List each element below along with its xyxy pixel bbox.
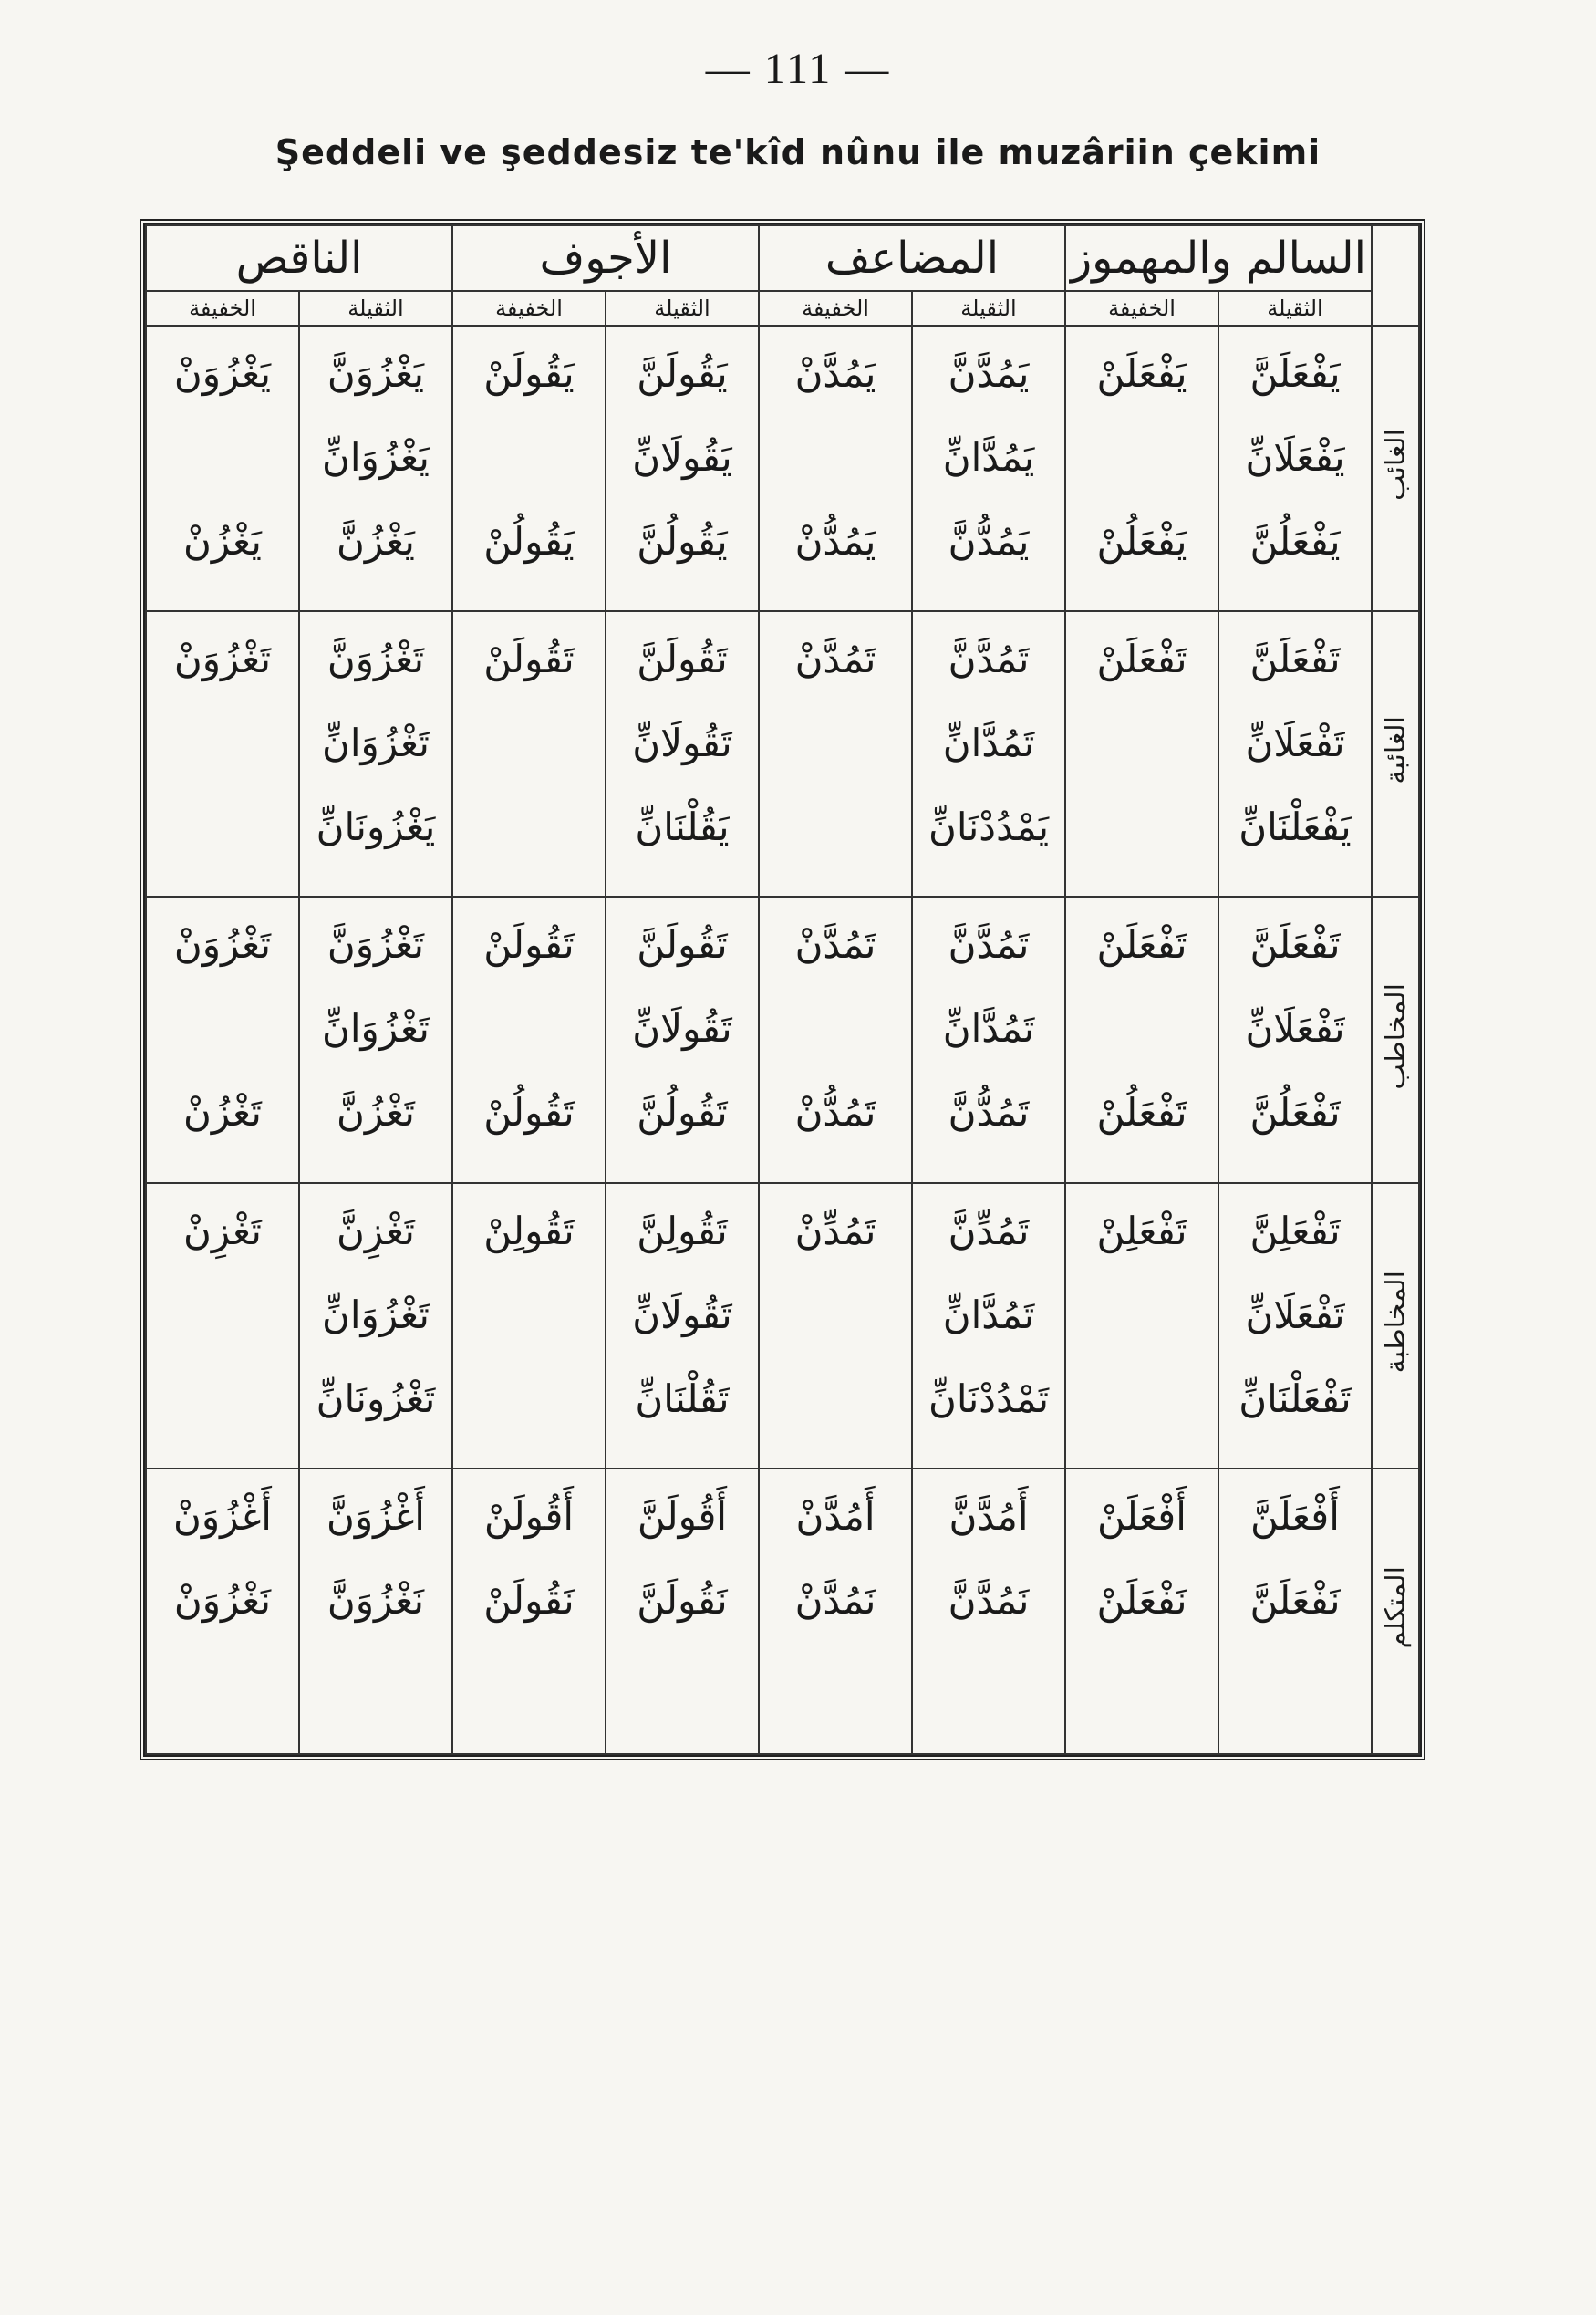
verb-form xyxy=(453,785,605,869)
table-cell xyxy=(146,897,299,1182)
verb-form xyxy=(1066,1643,1218,1727)
table-cell xyxy=(759,1183,912,1469)
verb-form: يَغْزُوَانِّ xyxy=(322,435,430,480)
table-row xyxy=(146,611,1419,897)
verb-form: تَمُدِّنَّ xyxy=(948,1208,1030,1253)
table-cell xyxy=(1218,326,1372,611)
verb-form: تَقُولُنْ xyxy=(483,1090,575,1136)
verb-form xyxy=(1066,701,1218,785)
verb-form xyxy=(1066,416,1218,500)
verb-form: تَمُدَّنْ xyxy=(794,637,876,682)
table-cell xyxy=(1065,897,1218,1182)
verb-form xyxy=(760,1357,911,1441)
verb-form: تَمُدَّنْ xyxy=(794,922,876,968)
verb-form: نَفْعَلَنَّ xyxy=(1249,1577,1341,1623)
row-label xyxy=(1372,611,1419,897)
verb-form: تَقُولِنْ xyxy=(483,1208,575,1253)
verb-form: تَقُلْنَانِّ xyxy=(635,1376,730,1421)
table-cell xyxy=(1065,1469,1218,1754)
verb-form: أَغْزُوَنْ xyxy=(173,1493,272,1539)
sub-header-heavy: الثقيلة xyxy=(1218,291,1372,326)
verb-form: أَفْعَلَنْ xyxy=(1097,1493,1187,1539)
verb-form: تَمْدُدْنَانِّ xyxy=(928,1376,1050,1421)
sub-header-light: الخفيفة xyxy=(452,291,606,326)
verb-form: يَفْعَلَانِّ xyxy=(1245,435,1345,480)
verb-form: تَقُولَنْ xyxy=(483,922,575,968)
verb-form: يَمْدُدْنَانِّ xyxy=(928,805,1050,850)
verb-form: تَفْعَلِنْ xyxy=(1096,1208,1187,1253)
row-label-text: المخاطبة xyxy=(1379,1270,1412,1374)
verb-form: تَقُولِنَّ xyxy=(637,1208,728,1253)
group-header: الناقص xyxy=(146,225,452,291)
verb-form: تَمُدَّنَّ xyxy=(948,637,1030,682)
table-cell xyxy=(146,1183,299,1469)
verb-form: يَغْزُوَنَّ xyxy=(326,351,425,396)
verb-form: تَفْعَلَنَّ xyxy=(1249,637,1341,682)
conjugation-table xyxy=(145,224,1420,1755)
sub-header-light: الخفيفة xyxy=(759,291,912,326)
row-label xyxy=(1372,1469,1419,1754)
table-cell xyxy=(299,1183,452,1469)
verb-form: تَفْعَلُنْ xyxy=(1096,1090,1187,1136)
verb-form: أَمُدَّنْ xyxy=(795,1493,876,1539)
verb-form: تَمُدُّنَّ xyxy=(948,1090,1030,1136)
group-header: المضاعف xyxy=(759,225,1065,291)
sub-header-row xyxy=(146,291,1419,326)
verb-form: تَغْزُوَانِّ xyxy=(322,1292,430,1337)
table-cell xyxy=(1218,1469,1372,1754)
verb-form: تَقُولَنَّ xyxy=(637,637,728,682)
table-cell xyxy=(299,326,452,611)
table-cell xyxy=(146,1469,299,1754)
verb-form: تَفْعَلَنْ xyxy=(1096,922,1187,968)
verb-form: يَمُدَّنْ xyxy=(794,351,876,396)
conjugation-table-frame xyxy=(140,219,1425,1760)
verb-form: تَفْعَلِنَّ xyxy=(1249,1208,1341,1253)
verb-form xyxy=(1066,785,1218,869)
page-title: Şeddeli ve şeddesiz te'kîd nûnu ile muzâriin çekimi xyxy=(275,132,1321,172)
row-label-text: الغائبة xyxy=(1379,716,1412,785)
verb-form: تَقُولَانِّ xyxy=(632,721,732,766)
verb-form: يَقُولَانِّ xyxy=(632,435,732,480)
verb-form: تَغْزُونَانِّ xyxy=(316,1376,436,1421)
table-cell xyxy=(759,1469,912,1754)
verb-form xyxy=(300,1643,451,1727)
verb-form: تَفْعَلَانِّ xyxy=(1245,1006,1345,1052)
sub-header-light: الخفيفة xyxy=(1065,291,1218,326)
table-cell xyxy=(1065,611,1218,897)
verb-form: نَقُولَنَّ xyxy=(637,1577,728,1623)
table-cell xyxy=(452,897,606,1182)
verb-form xyxy=(453,701,605,785)
verb-form: يَغْزُوَنْ xyxy=(173,351,272,396)
verb-form: تَقُولَانِّ xyxy=(632,1006,732,1052)
verb-form: تَغْزُنَّ xyxy=(337,1090,415,1136)
verb-form: يَمُدُّنَّ xyxy=(948,519,1030,564)
verb-form: تَغْزُوَنَّ xyxy=(326,922,425,968)
table-cell xyxy=(146,611,299,897)
verb-form: تَفْعَلَانِّ xyxy=(1245,721,1345,766)
row-label xyxy=(1372,326,1419,611)
verb-form xyxy=(606,1643,758,1727)
table-cell xyxy=(606,897,759,1182)
verb-form: تَغْزِنْ xyxy=(183,1208,262,1253)
table-cell xyxy=(606,1183,759,1469)
verb-form: تَفْعَلَنْ xyxy=(1096,637,1187,682)
verb-form: تَفْعَلَانِّ xyxy=(1245,1292,1345,1337)
verb-form xyxy=(1066,1273,1218,1357)
verb-form: تَغْزِنَّ xyxy=(337,1208,415,1253)
verb-form: يَقُولَنْ xyxy=(483,351,575,396)
verb-form: تَغْزُنْ xyxy=(183,1090,262,1136)
verb-form xyxy=(453,1273,605,1357)
sub-header-heavy: الثقيلة xyxy=(912,291,1065,326)
verb-form xyxy=(147,1357,298,1441)
table-cell xyxy=(146,326,299,611)
table-cell xyxy=(1065,1183,1218,1469)
verb-form: تَمُدَّانِّ xyxy=(942,1006,1035,1052)
table-row xyxy=(146,1183,1419,1469)
verb-form: تَمُدَّنَّ xyxy=(948,922,1030,968)
verb-form xyxy=(147,785,298,869)
verb-form: تَمُدُّنْ xyxy=(794,1090,876,1136)
group-header: السالم والمهموز xyxy=(1065,225,1372,291)
verb-form: تَغْزُوَانِّ xyxy=(322,1006,430,1052)
row-label xyxy=(1372,897,1419,1182)
table-cell xyxy=(1065,326,1218,611)
verb-form: تَقُولُنَّ xyxy=(637,1090,728,1136)
verb-form xyxy=(453,987,605,1071)
table-cell xyxy=(452,1183,606,1469)
group-header-row xyxy=(146,225,1419,291)
verb-form: يَقُلْنَانِّ xyxy=(635,805,730,850)
table-cell xyxy=(606,611,759,897)
row-label-text: المتكلم xyxy=(1379,1566,1412,1649)
verb-form: يَغْزُنَّ xyxy=(337,519,415,564)
table-cell xyxy=(299,1469,452,1754)
verb-form: يَفْعَلُنْ xyxy=(1096,519,1187,564)
corner-cell xyxy=(1372,225,1419,326)
verb-form xyxy=(453,416,605,500)
table-cell xyxy=(912,326,1065,611)
table-cell xyxy=(759,326,912,611)
table-row xyxy=(146,1469,1419,1754)
sub-header-light: الخفيفة xyxy=(146,291,299,326)
sub-header-heavy: الثقيلة xyxy=(299,291,452,326)
verb-form: تَمُدَّانِّ xyxy=(942,1292,1035,1337)
verb-form: نَمُدَّنْ xyxy=(794,1577,876,1623)
verb-form: يَقُولُنَّ xyxy=(637,519,728,564)
verb-form xyxy=(1066,987,1218,1071)
table-cell xyxy=(912,611,1065,897)
table-cell xyxy=(452,1469,606,1754)
verb-form: يَفْعَلَنْ xyxy=(1096,351,1187,396)
verb-form: يَفْعَلُنَّ xyxy=(1249,519,1341,564)
row-label-text: الغائب xyxy=(1379,429,1412,502)
table-cell xyxy=(759,611,912,897)
verb-form xyxy=(760,987,911,1071)
verb-form: نَمُدَّنَّ xyxy=(948,1577,1030,1623)
verb-form: أَقُولَنَّ xyxy=(637,1493,728,1539)
table-cell xyxy=(606,1469,759,1754)
verb-form xyxy=(453,1643,605,1727)
verb-form xyxy=(147,1273,298,1357)
verb-form: تَغْزُوَنَّ xyxy=(326,637,425,682)
verb-form: تَقُولَنَّ xyxy=(637,922,728,968)
group-header: الأجوف xyxy=(452,225,759,291)
verb-form: تَفْعَلْنَانِّ xyxy=(1238,1376,1352,1421)
table-row xyxy=(146,326,1419,611)
verb-form xyxy=(760,1273,911,1357)
verb-form xyxy=(760,416,911,500)
verb-form: يَمُدَّنَّ xyxy=(948,351,1030,396)
verb-form xyxy=(760,785,911,869)
verb-form xyxy=(147,987,298,1071)
verb-form: أَفْعَلَنَّ xyxy=(1250,1493,1340,1539)
verb-form: تَغْزُوَانِّ xyxy=(322,721,430,766)
verb-form xyxy=(913,1643,1064,1727)
verb-form: نَغْزُوَنْ xyxy=(173,1577,272,1623)
verb-form: تَفْعَلَنَّ xyxy=(1249,922,1341,968)
verb-form xyxy=(147,416,298,500)
table-cell xyxy=(759,897,912,1182)
verb-form xyxy=(1219,1643,1371,1727)
verb-form: يَمُدُّنْ xyxy=(794,519,876,564)
table-cell xyxy=(452,326,606,611)
verb-form: يَقُولَنَّ xyxy=(637,351,728,396)
verb-form: يَغْزُنْ xyxy=(183,519,262,564)
verb-form: يَفْعَلَنَّ xyxy=(1249,351,1341,396)
verb-form xyxy=(760,701,911,785)
verb-form: تَغْزُوَنْ xyxy=(173,922,272,968)
verb-form: نَقُولَنْ xyxy=(483,1577,575,1623)
table-cell xyxy=(606,326,759,611)
verb-form: تَقُولَانِّ xyxy=(632,1292,732,1337)
sub-header-heavy: الثقيلة xyxy=(606,291,759,326)
table-cell xyxy=(452,611,606,897)
verb-form: تَمُدِّنْ xyxy=(794,1208,876,1253)
verb-form: يَمُدَّانِّ xyxy=(942,435,1035,480)
verb-form: نَغْزُوَنَّ xyxy=(326,1577,425,1623)
verb-form xyxy=(1066,1357,1218,1441)
verb-form xyxy=(453,1357,605,1441)
row-label xyxy=(1372,1183,1419,1469)
verb-form: تَفْعَلُنَّ xyxy=(1249,1090,1341,1136)
table-cell xyxy=(912,1183,1065,1469)
verb-form: أَقُولَنْ xyxy=(483,1493,575,1539)
verb-form: تَقُولَنْ xyxy=(483,637,575,682)
row-label-text: المخاطب xyxy=(1379,982,1412,1090)
table-row xyxy=(146,897,1419,1182)
verb-form: يَقُولُنْ xyxy=(483,519,575,564)
page-number: — 111 — xyxy=(705,45,891,93)
verb-form: نَفْعَلَنْ xyxy=(1096,1577,1187,1623)
verb-form: تَمُدَّانِّ xyxy=(942,721,1035,766)
verb-form xyxy=(760,1643,911,1727)
table-cell xyxy=(912,897,1065,1182)
verb-form: يَغْزُونَانِّ xyxy=(316,805,436,850)
table-cell xyxy=(299,611,452,897)
table-cell xyxy=(1218,611,1372,897)
table-cell xyxy=(912,1469,1065,1754)
verb-form: أَمُدَّنَّ xyxy=(948,1493,1029,1539)
verb-form xyxy=(147,701,298,785)
table-cell xyxy=(1218,1183,1372,1469)
verb-form xyxy=(147,1643,298,1727)
verb-form: أَغْزُوَنَّ xyxy=(326,1493,425,1539)
verb-form: يَفْعَلْنَانِّ xyxy=(1238,805,1352,850)
verb-form: تَغْزُوَنْ xyxy=(173,637,272,682)
table-cell xyxy=(299,897,452,1182)
table-cell xyxy=(1218,897,1372,1182)
